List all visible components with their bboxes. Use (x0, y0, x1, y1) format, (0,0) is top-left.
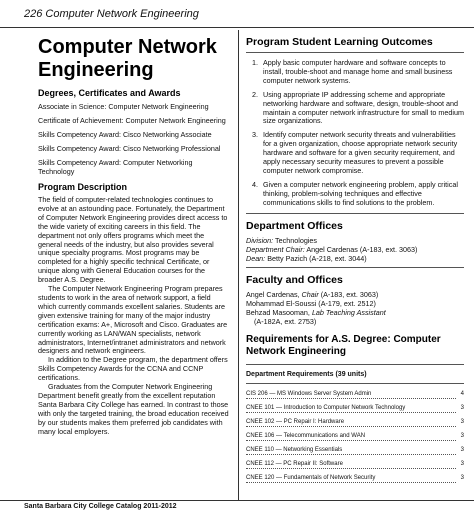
degree-item: Skills Competency Award: Cisco Networking Associate (38, 130, 212, 139)
description-paragraph: In addition to the Degree program, the department offers Skills Competency Awards for the CCNA and CCNP certifications. (38, 355, 228, 383)
course-row (246, 418, 464, 427)
description-paragraph: The field of computer-related technologies continues to evolve at an astounding pace. Fortunately, the Department of Computer Network Engineering provides direct access to the wide variety of exciting careers in this field. The department not only offers programs which meet the general needs of the industry, but also provides several unique specialty programs. Most programs may be completed for a highly specific technical Certificate, or unique along with General Education courses for the broader A.S. Degree. (38, 195, 228, 285)
degree-item: Certificate of Achievement: Computer Network Engineering (38, 116, 226, 125)
right-column (246, 36, 464, 488)
division-line (246, 236, 464, 245)
outcome-item: 3. Identify computer network security threats and vulnerabilities for a given organization, choose appropriate network security hardware and software for a given security requirement, and apply necessary security measures to prevent a possible computer network compromise. (260, 131, 464, 176)
offices-heading: Department Offices (246, 219, 343, 232)
faculty-heading: Faculty and Offices (246, 273, 343, 286)
faculty-office: (A-183, ext. 3063) (318, 289, 379, 299)
course-units: 3 (460, 432, 464, 439)
section-rule (246, 364, 464, 365)
degrees-heading: Degrees, Certificates and Awards (38, 88, 181, 98)
division-label: Division: (246, 235, 274, 245)
course-units: 4 (460, 390, 464, 397)
division-value: Technologies (275, 235, 318, 245)
course-units: 3 (460, 418, 464, 425)
course-row (246, 432, 464, 441)
outcomes-heading: Program Student Learning Outcomes (246, 36, 433, 48)
section-rule (246, 213, 464, 214)
page-title: Computer Network Engineering (38, 36, 217, 81)
description-paragraph: Graduates from the Computer Network Engineering Department benefit greatly from the excellent reputation Santa Barbara City College has earned. In contrast to those with only the targeted training, the broad education received by our students makes them preferred job candidates with many local employers. (38, 382, 229, 436)
outcomes-list (246, 59, 464, 208)
chair-line (246, 245, 464, 254)
outcome-item: 4. Given a computer network engineering problem, apply critical thinking, problem-solving techniques and effective communications skills to find solutions to the problem. (260, 181, 464, 208)
page-footer: Santa Barbara City College Catalog 2011-2012 (24, 503, 177, 510)
course-units: 3 (460, 474, 464, 481)
dean-line (246, 254, 464, 263)
course-title: CNEE 101 — Introduction to Computer Network Technology (246, 404, 456, 413)
faculty-line (246, 290, 464, 299)
course-row (246, 404, 464, 413)
course-row (246, 390, 464, 399)
course-title: CNEE 110 — Networking Essentials (246, 446, 456, 455)
course-units: 3 (460, 404, 464, 411)
faculty-name: Behzad Masooman, (246, 307, 312, 317)
section-rule (246, 383, 464, 384)
left-column (38, 36, 230, 436)
faculty-name: Angel Cardenas, (246, 289, 302, 299)
outcome-item: 2. Using appropriate IP addressing scheme and appropriate networking hardware and software, design, trouble-shoot and maintain a computer network infrastructure for small to medium size organizations. (260, 91, 464, 127)
degree-item: Skills Competency Award: Computer Networking Technology (38, 158, 193, 176)
faculty-line (246, 308, 464, 317)
description-paragraph: The Computer Network Engineering Program prepares students to work in the area of network support, a field which currently commands excellent salaries. Students are given extensive training for many of the major industry certification exams: A+, Microsoft and Cisco. Graduates are currently working as LAN/WAN specialists, network administrators, Internet/intranet administrators and network designers and network engineers. (38, 284, 228, 356)
course-title: CNEE 112 — PC Repair II: Software (246, 460, 456, 469)
course-row (246, 446, 464, 455)
chair-label: Department Chair: (246, 244, 305, 254)
faculty-role: Chair (301, 289, 319, 299)
program-description-heading: Program Description (38, 182, 128, 192)
section-rule (246, 267, 464, 268)
footer-rule (0, 500, 474, 501)
course-row (246, 460, 464, 469)
course-title: CNEE 106 — Telecommunications and WAN (246, 432, 456, 441)
course-row (246, 474, 464, 483)
requirements-heading: Requirements for A.S. Degree: Computer Network Engineering (246, 333, 441, 357)
faculty-role: Lab Teaching Assistant (311, 307, 386, 317)
requirements-subheading: Department Requirements (39 units) (246, 370, 367, 378)
faculty-line: (A-182A, ext. 2753) (254, 316, 317, 326)
degree-item: Skills Competency Award: Cisco Networking Professional (38, 144, 221, 153)
course-title: CNEE 120 — Fundamentals of Network Security (246, 474, 456, 483)
column-divider (238, 30, 239, 500)
chair-value: Angel Cardenas (A-183, ext. 3063) (306, 244, 418, 254)
faculty-line: Mohammad El-Soussi (A-179, ext. 2512) (246, 298, 376, 308)
dean-label: Dean: (246, 253, 266, 263)
running-header: 226 Computer Network Engineering (0, 0, 474, 28)
dean-value: Betty Pazich (A-218, ext. 3044) (267, 253, 367, 263)
course-title: CNEE 102 — PC Repair I: Hardware (246, 418, 456, 427)
section-rule (246, 52, 464, 53)
course-title: CIS 206 — MS Windows Server System Admin (246, 390, 456, 399)
degree-item: Associate in Science: Computer Network Engineering (38, 102, 209, 111)
course-units: 3 (460, 460, 464, 467)
outcome-item: 1. Apply basic computer hardware and software concepts to install, trouble-shoot and manage home and small business computer network systems. (260, 59, 464, 86)
course-units: 3 (460, 446, 464, 453)
